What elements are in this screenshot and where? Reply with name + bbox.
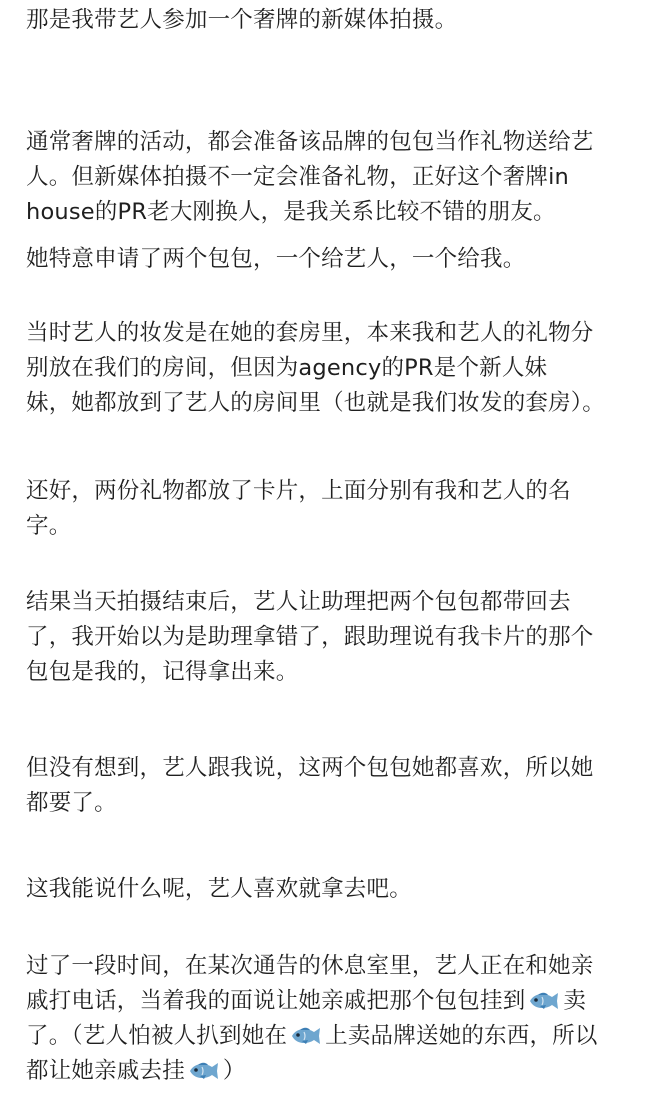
text-segment: 戚打电话，当着我的面说让她亲戚把那个包包挂到	[26, 988, 526, 1014]
text-segment: 这我能说什么呢，艺人喜欢就拿去吧。	[26, 876, 412, 902]
fish-icon	[290, 1025, 322, 1055]
text-segment: 字。	[26, 513, 72, 539]
text-line	[26, 1021, 598, 1055]
text-line	[26, 127, 594, 157]
text-line	[26, 753, 594, 783]
text-line	[26, 874, 412, 904]
text-segment: 她特意申请了两个包包，一个给艺人，一个给我。	[26, 246, 526, 272]
text-segment: house的PR老大刚换人，是我关系比较不错的朋友。	[26, 199, 556, 225]
text-segment: 结果当天拍摄结束后，艺人让助理把两个包包都带回去	[26, 589, 571, 615]
fish-icon	[188, 1060, 220, 1090]
text-line	[26, 986, 586, 1020]
text-segment: 都让她亲戚去挂	[26, 1058, 185, 1084]
text-line	[26, 197, 556, 227]
text-segment: 卖	[563, 988, 587, 1014]
text-segment: 妹，她都放到了艺人的房间里（也就是我们妆发的套房）。	[26, 390, 605, 416]
text-line	[26, 476, 571, 506]
text-segment: 了，我开始以为是助理拿错了，跟助理说有我卡片的那个	[26, 624, 594, 650]
text-segment: 了。（艺人怕被人扒到她在	[26, 1023, 288, 1049]
text-segment: 别放在我们的房间，但因为agency的PR是个新人妹	[26, 355, 548, 381]
text-segment: 人。但新媒体拍摄不一定会准备礼物，正好这个奢牌in	[26, 164, 570, 190]
text-line	[26, 388, 605, 418]
text-line	[26, 788, 117, 818]
text-line	[26, 951, 594, 981]
text-line	[26, 5, 457, 35]
text-line	[26, 657, 298, 687]
text-line	[26, 511, 71, 541]
text-segment: 都要了。	[26, 790, 117, 816]
text-segment: 当时艺人的妆发是在她的套房里，本来我和艺人的礼物分	[26, 320, 594, 346]
text-line	[26, 162, 569, 192]
closing-paren: ）	[222, 1058, 246, 1084]
text-segment: 包包是我的，记得拿出来。	[26, 659, 299, 685]
text-line	[26, 353, 547, 383]
text-segment: 上卖品牌送她的东西，所以	[325, 1023, 598, 1049]
text-segment: 通常奢牌的活动，都会准备该品牌的包包当作礼物送给艺	[26, 129, 594, 155]
fish-icon	[528, 990, 560, 1020]
text-line	[26, 622, 594, 652]
text-line	[26, 244, 525, 274]
text-segment: 那是我带艺人参加一个奢牌的新媒体拍摄。	[26, 7, 458, 33]
text-segment: 还好，两份礼物都放了卡片，上面分别有我和艺人的名	[26, 478, 571, 504]
text-line	[26, 587, 571, 617]
text-line	[26, 318, 594, 348]
text-line	[26, 1056, 246, 1090]
text-segment: 但没有想到，艺人跟我说，这两个包包她都喜欢，所以她	[26, 755, 594, 781]
text-segment: 过了一段时间，在某次通告的休息室里，艺人正在和她亲	[26, 953, 594, 979]
